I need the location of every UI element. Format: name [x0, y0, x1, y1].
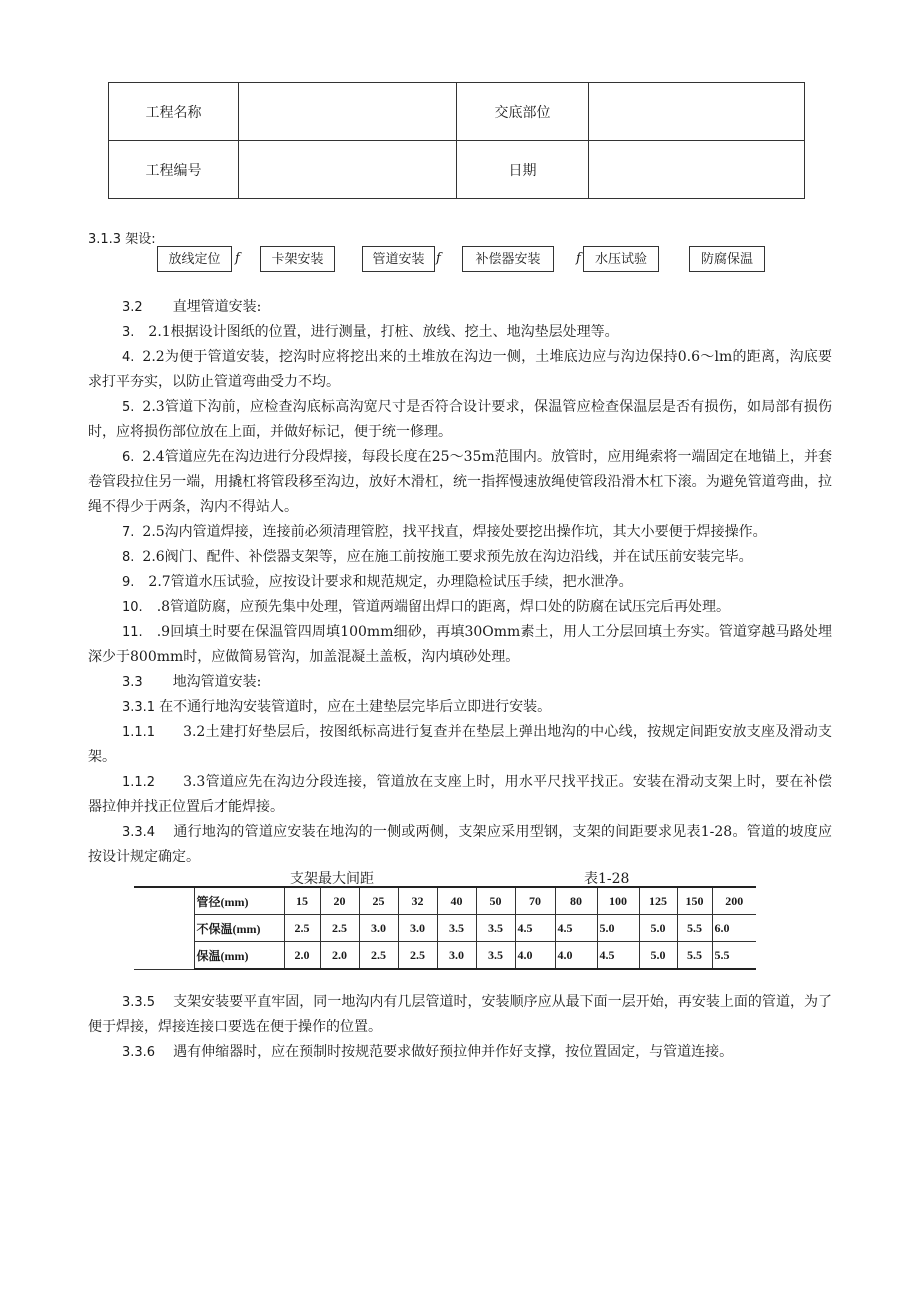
- table-cell: 80: [555, 887, 597, 915]
- table-cell: 32: [398, 887, 437, 915]
- table-cell: 5.0: [597, 915, 639, 942]
- table-row: [134, 915, 756, 942]
- paragraph: 6. 2.4管道应先在沟边进行分段焊接，每段长度在25～35m范围内。放管时，应用绳索将一端固定在地锚上，并套卷管段拉住另一端，用撬杠将管段移至沟边，放好木滑杠，统一指挥慢速放绳使管段沿滑木杠下滚。为避免管道弯曲，拉绳不得少于两条，沟内不得站人。: [88, 449, 832, 515]
- table-cell: 2.5: [320, 915, 359, 942]
- row-header: 不保温(mm): [194, 915, 284, 942]
- table-cell: 2.5: [284, 915, 320, 942]
- table-title: 支架最大间距: [290, 871, 374, 887]
- project-no-label: 工程编号: [109, 141, 239, 199]
- table-cell: 2.0: [284, 942, 320, 970]
- flow-step: 水压试验: [583, 246, 659, 272]
- table-cell: 5.0: [639, 915, 677, 942]
- flow-step: 管道安装: [362, 246, 435, 272]
- table-cell: 5.5: [712, 942, 756, 970]
- table-cell: 3.5: [437, 915, 476, 942]
- paragraph: 3.3.6 遇有伸缩器时，应在预制时按规范要求做好预拉伸并作好支撑，按位置固定，与管道连接。: [122, 1044, 734, 1060]
- paragraph: 3.3.1 在不通行地沟安装管道时，应在土建垫层完毕后立即进行安装。: [122, 699, 552, 715]
- info-row: [109, 141, 805, 199]
- paragraph: 1.1.2 3.3管道应先在沟边分段连接，管道放在支座上时，用水平尺找平找正。安装在滑动支架上时，要在补偿器拉伸并找正位置后才能焊接。: [88, 774, 832, 815]
- date-value: [589, 141, 805, 199]
- flow-label: 3.1.3 架设:: [88, 232, 156, 247]
- table-cell: 2.5: [359, 942, 398, 970]
- table-cell: 150: [677, 887, 712, 915]
- project-name-value: [239, 83, 457, 141]
- table-cell: 125: [639, 887, 677, 915]
- table-cell: 3.5: [476, 942, 515, 970]
- paragraph: 3.3.5 支架安装要平直牢固，同一地沟内有几层管道时，安装顺序应从最下面一层开始，再安装上面的管道，为了便于焊接，焊接连接口要选在便于操作的位置。: [88, 994, 832, 1035]
- section-3-3-title: 3.3 地沟管道安装:: [122, 674, 262, 690]
- project-name-label: 工程名称: [109, 83, 239, 141]
- project-no-value: [239, 141, 457, 199]
- table-cell: 4.0: [515, 942, 555, 970]
- table-cell: 25: [359, 887, 398, 915]
- paragraph: 3. 2.1根据设计图纸的位置，进行测量，打桩、放线、挖土、地沟垫层处理等。: [122, 324, 619, 340]
- table-cell: 2.5: [398, 942, 437, 970]
- table-cell: 4.5: [555, 915, 597, 942]
- row-header: 管径(mm): [194, 887, 284, 915]
- paragraph: 8. 2.6阀门、配件、补偿器支架等，应在施工前按施工要求预先放在沟边沿线，并在试压前安装完毕。: [122, 549, 753, 565]
- table-cell: 5.0: [639, 942, 677, 970]
- table-cell: 3.5: [476, 915, 515, 942]
- table-cell: 200: [712, 887, 756, 915]
- table-cell: 4.5: [515, 915, 555, 942]
- table-cell: 5.5: [677, 942, 712, 970]
- table-cell: 4.0: [555, 942, 597, 970]
- info-row: [109, 83, 805, 141]
- table-cell: 4.5: [597, 942, 639, 970]
- table-cell: 2.0: [320, 942, 359, 970]
- handover-part-label: 交底部位: [457, 83, 589, 141]
- date-label: 日期: [457, 141, 589, 199]
- table-cell: 3.0: [359, 915, 398, 942]
- paragraph: 9. 2.7管道水压试验，应按设计要求和规范规定，办理隐检试压手续，把水泄净。: [122, 574, 633, 590]
- table-cell: 3.0: [437, 942, 476, 970]
- table-cell: 6.0: [712, 915, 756, 942]
- flow-arrow: f: [436, 251, 441, 266]
- section-3-2-title: 3.2 直埋管道安装:: [122, 299, 262, 315]
- table-corner-cell: [134, 887, 194, 969]
- paragraph: 11. .9回填土时要在保温管四周填100mm细砂，再填30Omm素土，用人工分层回填土夯实。管道穿越马路处埋深少于800mm时，应做简易管沟，加盖混凝土盖板，沟内填砂处理。: [88, 624, 832, 665]
- handover-part-value: [589, 83, 805, 141]
- paragraph: 4. 2.2为便于管道安装，挖沟时应将挖出来的土堆放在沟边一侧，土堆底边应与沟边保持0.6～lm的距离，沟底要求打平夯实，以防止管道弯曲受力不均。: [88, 349, 832, 390]
- table-cell: 70: [515, 887, 555, 915]
- table-row: [134, 887, 756, 915]
- table-cell: 50: [476, 887, 515, 915]
- table-cell: 3.0: [398, 915, 437, 942]
- paragraph: 7. 2.5沟内管道焊接，连接前必须清理管腔，找平找直，焊接处要挖出操作坑，其大小要便于焊接操作。: [122, 524, 767, 540]
- table-row: [134, 942, 756, 970]
- paragraph: 3.3.4 通行地沟的管道应安装在地沟的一侧或两侧，支架应采用型钢，支架的间距要求见表1-28。管道的坡度应按设计规定确定。: [88, 824, 832, 865]
- flow-step: 补偿器安装: [462, 246, 554, 272]
- project-info-table: [108, 82, 805, 199]
- table-number: 表1-28: [584, 871, 630, 887]
- paragraph: 5. 2.3管道下沟前，应检查沟底标高沟宽尺寸是否符合设计要求，保温管应检查保温层是否有损伤，如局部有损伤时，应将损伤部位放在上面，并做好标记，便于统一修理。: [88, 399, 832, 440]
- paragraph: 10. .8管道防腐，应预先集中处理，管道两端留出焊口的距离，焊口处的防腐在试压完后再处理。: [122, 599, 731, 615]
- table-cell: 15: [284, 887, 320, 915]
- flow-arrow: f: [576, 251, 581, 266]
- table-cell: 5.5: [677, 915, 712, 942]
- paragraph: 1.1.1 3.2土建打好垫层后，按图纸标高进行复查并在垫层上弹出地沟的中心线，按规定间距安放支座及滑动支架。: [88, 724, 832, 765]
- support-spacing-table: [134, 886, 756, 970]
- row-header: 保温(mm): [194, 942, 284, 970]
- table-cell: 20: [320, 887, 359, 915]
- flow-arrow: f: [235, 251, 240, 266]
- flow-step: 防腐保温: [689, 246, 765, 272]
- flow-step: 放线定位: [157, 246, 232, 272]
- table-cell: 40: [437, 887, 476, 915]
- table-cell: 100: [597, 887, 639, 915]
- flow-step: 卡架安装: [260, 246, 335, 272]
